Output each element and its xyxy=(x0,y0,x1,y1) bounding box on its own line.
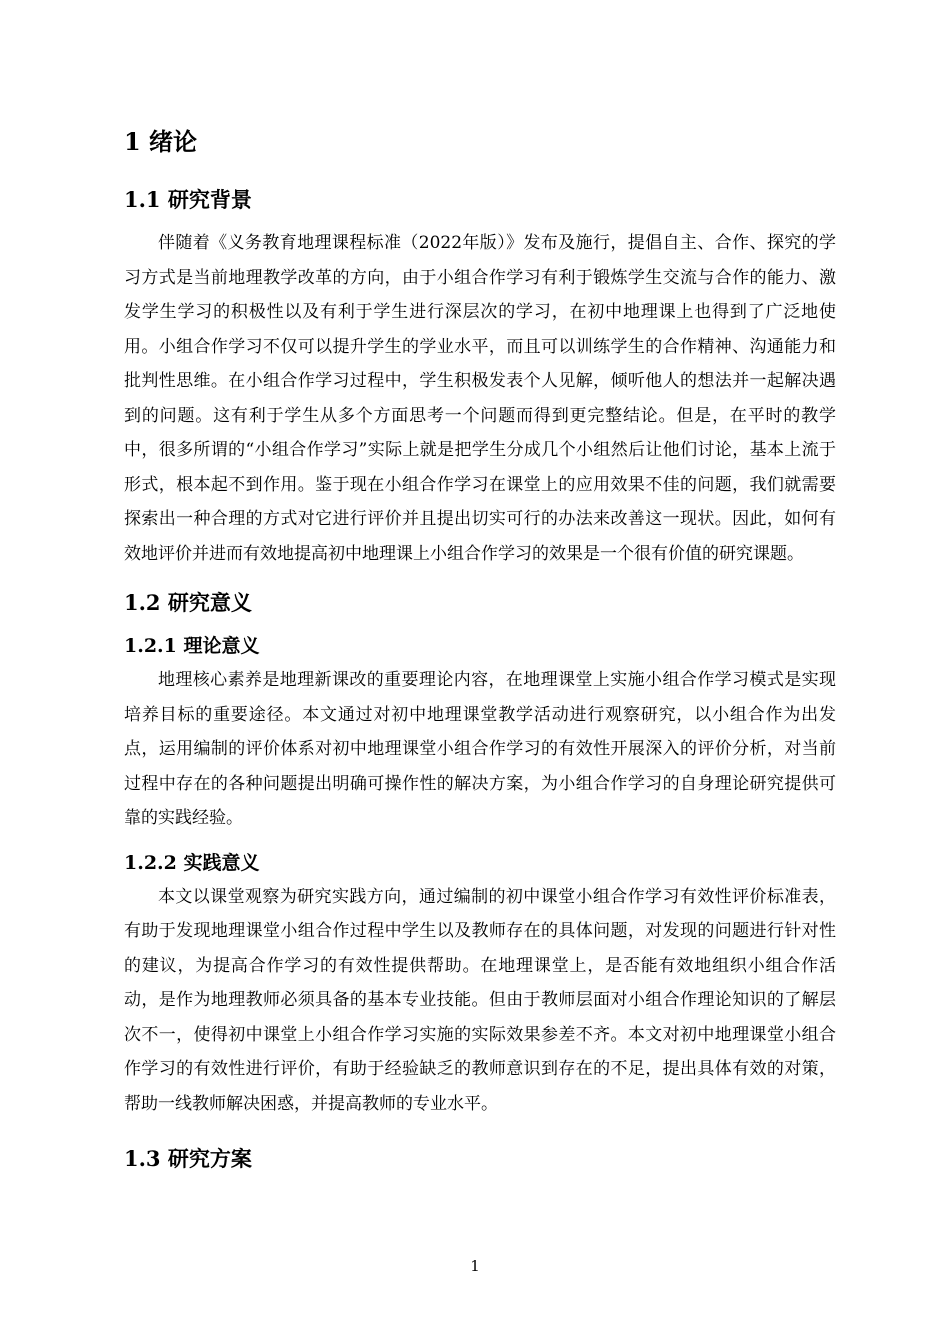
page-content xyxy=(124,120,836,1185)
chapter-title: 1 绪论 xyxy=(124,127,198,156)
subsection-heading-1-2-2: 1.2.2 实践意义 xyxy=(124,851,260,874)
section-1-1-paragraph: 伴随着《义务教育地理课程标准（2022年版）》发布及施行，提倡自主、合作、探究的学习方式是当前地理教学改革的方向，由于小组合作学习有利于锻炼学生交流与合作的能力、激发学生学习的积极性以及有利于学生进行深层次的学习，在初中地理课上也得到了广泛地使用。小组合作学习不仅可以提升学生的学业水平，而且可以训练学生的合作精神、沟通能力和批判性思维。在小组合作学习过程中，学生积极发表个人见解，倾听他人的想法并一起解决遇到的问题。这有利于学生从多个方面思考一个问题而得到更完整结论。但是，在平时的教学中，很多所谓的“小组合作学习”实际上就是把学生分成几个小组然后让他们讨论，基本上流于形式，根本起不到作用。鉴于现在小组合作学习在课堂上的应用效果不佳的问题，我们就需要探索出一种合理的方式对它进行评价并且提出切实可行的办法来改善这一现状。因此，如何有效地评价并进而有效地提高初中地理课上小组合作学习的效果是一个很有价值的研究课题。 xyxy=(124,233,836,564)
section-heading-1-1: 1.1 研究背景 xyxy=(124,187,252,212)
page-number: 1 xyxy=(470,1257,480,1275)
section-heading-1-2: 1.2 研究意义 xyxy=(124,590,252,615)
subsection-heading-1-2-1: 1.2.1 理论意义 xyxy=(124,635,260,657)
section-heading-1-3: 1.3 研究方案 xyxy=(124,1146,252,1171)
subsection-1-2-2-paragraph: 本文以课堂观察为研究实践方向，通过编制的初中课堂小组合作学习有效性评价标准表，有助于发现地理课堂小组合作过程中学生以及教师存在的具体问题，对发现的问题进行针对性的建议，为提高合作学习的有效性提供帮助。在地理课堂上，是否能有效地组织小组合作活动，是作为地理教师必须具备的基本专业技能。但由于教师层面对小组合作理论知识的了解层次不一，使得初中课堂上小组合作学习实施的实际效果参差不齐。本文对初中地理课堂小组合作学习的有效性进行评价，有助于经验缺乏的教师意识到存在的不足，提出具体有效的对策，帮助一线教师解决困惑，并提高教师的专业水平。 xyxy=(124,886,836,1114)
subsection-1-2-1-paragraph: 地理核心素养是地理新课改的重要理论内容，在地理课堂上实施小组合作学习模式是实现培养目标的重要途径。本文通过对初中地理课堂教学活动进行观察研究，以小组合作为出发点，运用编制的评价体系对初中地理课堂小组合作学习的有效性开展深入的评价分析，对当前过程中存在的各种问题提出明确可操作性的解决方案，为小组合作学习的自身理论研究提供可靠的实践经验。 xyxy=(124,670,836,828)
